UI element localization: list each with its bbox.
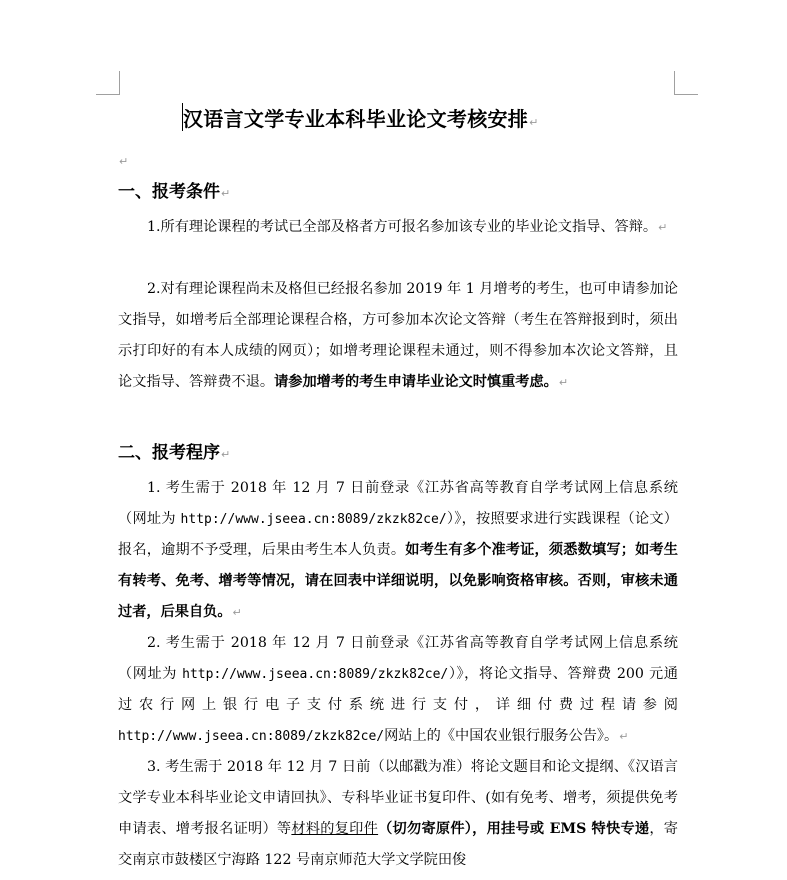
paragraph-2-1[interactable]: 1. 考生需于 2018 年 12 月 7 日前登录《江苏省高等教育自学考试网上信息系统（网址为 http://www.jseea.cn:8089/zkzk82ce/）》，按照要求进行实践课程（论文）报名，逾期不予受理，后果由考生本人负责。如考生有多个准考证，须悉数填写；如考生有转考、免考、增考等情况，请在回表中详细说明，以免影响资格审核。否则，审核未通过者，后果自负。↵ bbox=[118, 480, 678, 620]
paragraph-mark-icon: ↵ bbox=[119, 155, 129, 168]
section-heading-1[interactable]: 一、报考条件↵ bbox=[118, 182, 231, 202]
paragraph-1-1[interactable]: 1.所有理论课程的考试已全部及格者方可报名参加该专业的毕业论文指导、答辩。↵ bbox=[147, 219, 668, 235]
underlined-text: 材料的复印件 bbox=[291, 821, 379, 837]
paragraph-2-2[interactable]: 2. 考生需于 2018 年 12 月 7 日前登录《江苏省高等教育自学考试网上信息系统（网址为 http://www.jseea.cn:8089/zkzk82ce/）》，将论文指导、答辩费 200 元通过农行网上银行电子支付系统进行支付，详细付费过程请参阅 http://www.jseea.cn:8089/zkzk82ce/网站上的《中国农业银行服务公告》。↵ bbox=[118, 635, 678, 744]
section-heading-2[interactable]: 二、报考程序↵ bbox=[118, 443, 231, 463]
paragraph-2-3[interactable]: 3. 考生需于 2018 年 12 月 7 日前（以邮戳为准）将论文题目和论文提纲、《汉语言文学专业本科毕业论文申请回执》、专科毕业证书复印件、(如有免考、增考，须提供免考申请表、增考报名证明）等材料的复印件（切勿寄原件），用挂号或 EMS 特快专递，寄交南京市鼓楼区宁海路 122 号南京师范大学文学院田俊 bbox=[118, 759, 678, 868]
empty-paragraph[interactable] bbox=[118, 150, 128, 169]
paragraph-mark-icon: ↵ bbox=[221, 187, 231, 200]
paragraph-mark-icon: ↵ bbox=[221, 448, 231, 461]
paragraph-mark-icon: ↵ bbox=[232, 606, 242, 619]
paragraph-1-2[interactable]: 2.对有理论课程尚未及格但已经报名参加 2019 年 1 月增考的考生，也可申请参加论文指导，如增考后全部理论课程合格，方可参加本次论文答辩（考生在答辩报到时，须出示打印好的有本人成绩的网页）；如增考理论课程未通过，则不得参加本次论文答辩，且论文指导、答辩费不退。请参加增考的考生申请毕业论文时慎重考虑。↵ bbox=[118, 281, 678, 390]
url-text: http://www.jseea.cn:8089/zkzk82ce/ bbox=[182, 667, 449, 682]
paragraph-mark-icon: ↵ bbox=[529, 116, 539, 129]
paragraph-mark-icon: ↵ bbox=[658, 221, 668, 234]
paragraph-mark-icon: ↵ bbox=[619, 730, 629, 743]
url-text: http://www.jseea.cn:8089/zkzk82ce/ bbox=[118, 729, 385, 744]
paragraph-mark-icon: ↵ bbox=[558, 376, 569, 389]
document-title[interactable]: 汉语言文学专业本科毕业论文考核安排↵ bbox=[183, 107, 539, 131]
url-text: http://www.jseea.cn:8089/zkzk82ce/ bbox=[180, 512, 447, 527]
